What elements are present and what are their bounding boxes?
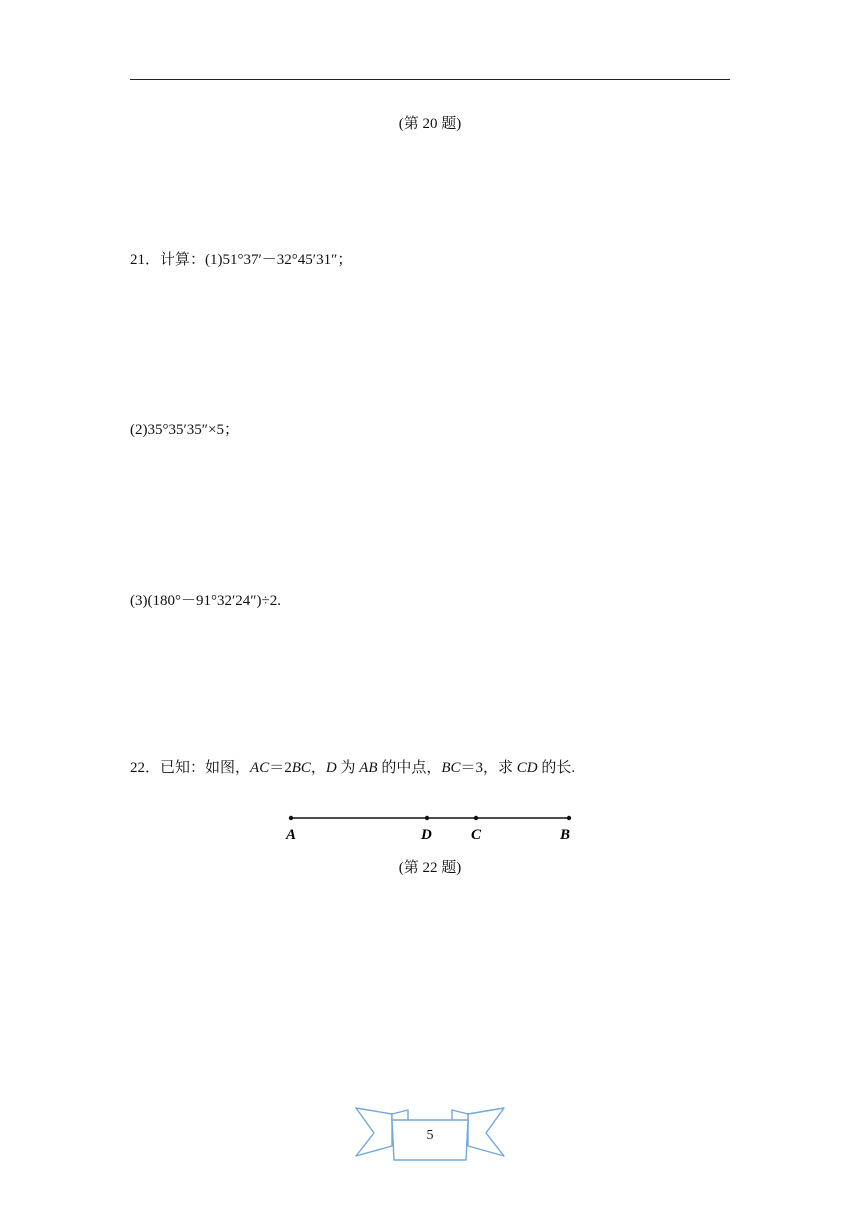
math-bc: BC <box>441 760 461 776</box>
math-ab: AB <box>359 760 378 776</box>
label-b: B <box>560 827 571 843</box>
point-a <box>289 816 293 820</box>
question-21-part-2: (2)35°35′35″×5； <box>130 422 239 438</box>
point-b <box>567 816 571 820</box>
question-number: 22． <box>130 760 161 776</box>
label-a: A <box>286 827 297 843</box>
point-d <box>425 816 429 820</box>
point-c <box>474 816 478 820</box>
figure-22-caption: (第 22 题) <box>398 860 462 876</box>
page-number: 5 <box>426 1128 434 1143</box>
math-ac: AC <box>250 760 270 776</box>
expression-1: (1)51°37′－32°45′31″； <box>205 252 353 268</box>
question-label: 计算： <box>160 252 206 268</box>
math-bc: BC <box>291 760 311 776</box>
question-21-part-3: (3)(180°－91°32′24″)÷2. <box>130 593 281 609</box>
question-number: 21． <box>130 252 161 268</box>
label-c: C <box>471 827 482 843</box>
question-21-part-1 <box>130 248 352 269</box>
figure-20-caption: (第 20 题) <box>398 116 462 132</box>
math-cd: CD <box>516 760 538 776</box>
question-22-stem: 22．已知：如图，AC＝2BC，D 为 AB 的中点，BC＝3，求 CD 的长. <box>130 760 576 776</box>
math-d: D <box>325 760 337 776</box>
label-d: D <box>421 827 432 843</box>
top-rule <box>130 79 730 80</box>
segment-figure-22 <box>280 806 580 846</box>
